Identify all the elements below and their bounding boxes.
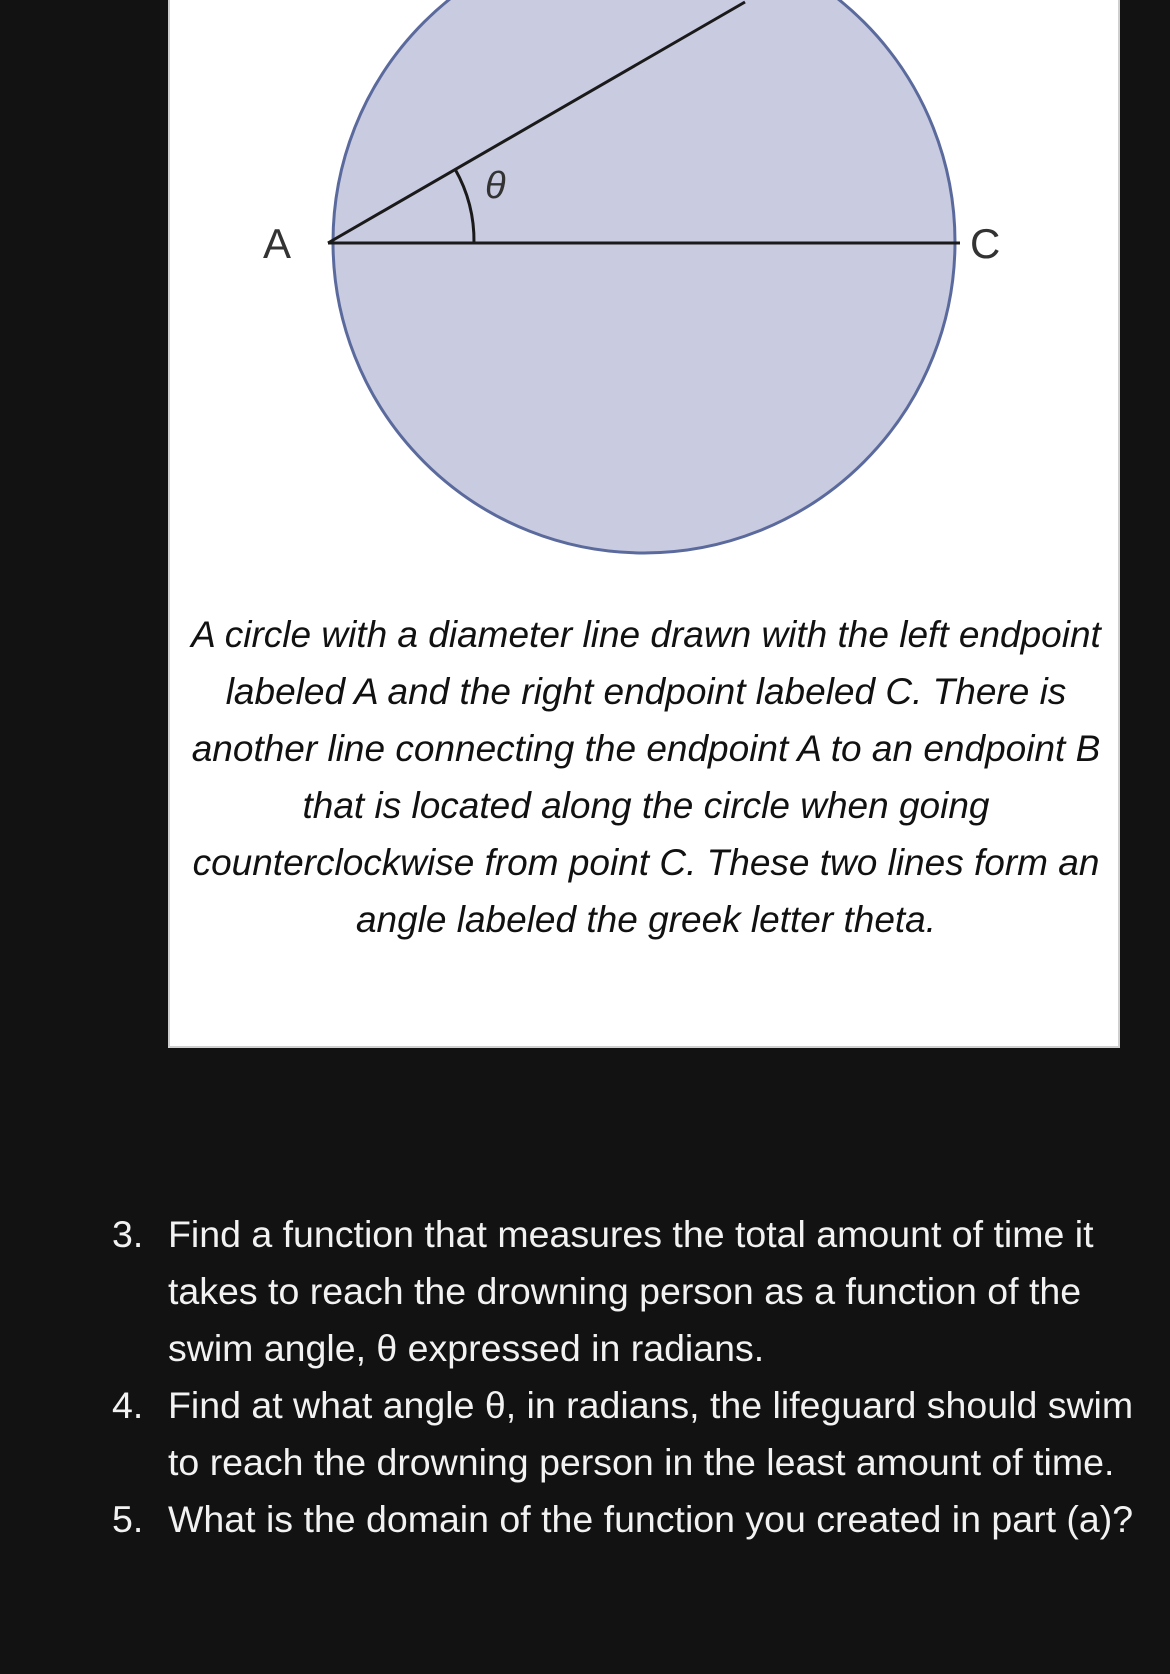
question-number: 3. <box>112 1213 144 1255</box>
figure-caption: A circle with a diameter line drawn with the left endpoint labeled A and the right endpoint labeled C. There is another line connecting the endpoint A to an endpoint B that is located along the circle when going counterclockwise from point C. These two lines form an angle labeled the greek letter theta. <box>191 614 1101 940</box>
question-number: 5. <box>112 1498 144 1540</box>
circle-diagram <box>170 0 1120 572</box>
question-list <box>108 1206 1138 1548</box>
figure-card <box>168 0 1120 1048</box>
question-text: What is the domain of the function you created in part (a)? <box>168 1498 1134 1540</box>
question-item <box>108 1491 1138 1548</box>
label-theta: θ <box>485 165 506 207</box>
label-c: C <box>970 220 1001 267</box>
question-item <box>108 1206 1138 1377</box>
circle-shape <box>333 0 955 553</box>
question-text: Find at what angle θ, in radians, the lifeguard should swim to reach the drowning person in the least amount of time. <box>168 1384 1134 1483</box>
question-text: Find a function that measures the total amount of time it takes to reach the drowning person as a function of the swim angle, θ expressed in radians. <box>168 1213 1094 1369</box>
question-number: 4. <box>112 1384 144 1426</box>
label-a: A <box>263 220 292 267</box>
question-item <box>108 1377 1138 1491</box>
